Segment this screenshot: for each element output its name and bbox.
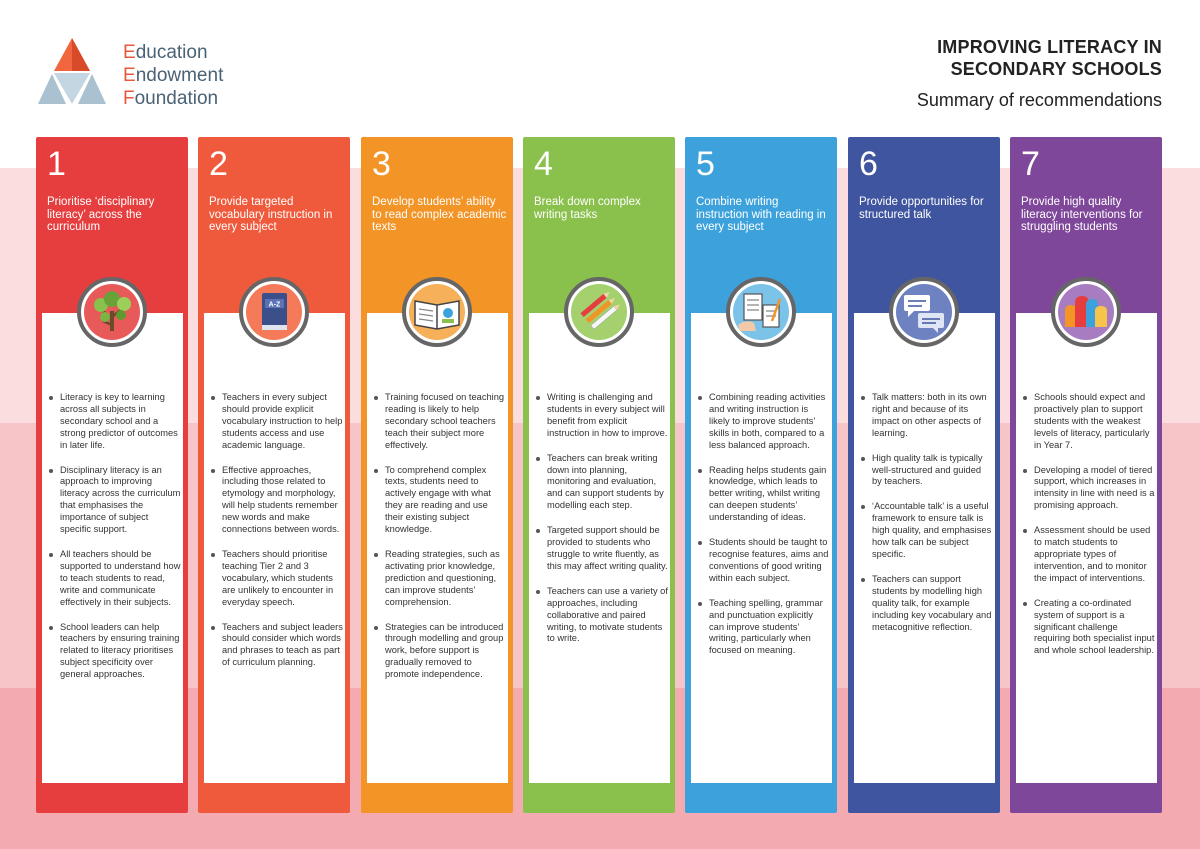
recommendation-card-1 [36,137,188,813]
list-item: High quality talk is typically well-structured and guided by teachers. [858,453,993,489]
speech-bubbles-icon [893,281,955,343]
card-points [46,392,181,694]
card-heading: Provide opportunities for structured talk [859,196,984,221]
list-item: Literacy is key to learning across all subjects in secondary school and a strong predictor of outcomes in later life. [46,392,181,452]
card-icon-badge [726,277,796,347]
list-item: Teachers in every subject should provide explicit vocabulary instruction to help students access and use academic language. [208,392,343,452]
list-item: Reading strategies, such as activating prior knowledge, prediction and questioning, can improve students’ comprehension. [371,549,506,609]
card-heading: Break down complex writing tasks [534,196,641,221]
open-book-icon [406,281,468,343]
list-item: Students should be taught to recognise features, aims and conventions of good writing within each subject. [695,537,830,585]
list-item: Teaching spelling, grammar and punctuation explicitly can improve students’ writing, particularly when focused on meaning. [695,598,830,658]
card-points [858,392,993,646]
eef-logo [38,36,238,116]
card-heading: Develop students’ ability to read complex academic texts [372,196,507,233]
card-heading: Provide targeted vocabulary instruction in every subject [209,196,333,233]
page-title [937,36,1162,80]
list-item: Teachers can use a variety of approaches, including collaborative and paired writing, to motivate students to write. [533,586,668,646]
list-item: Writing is challenging and students in every subject will benefit from explicit instruction in how to improve. [533,392,668,440]
list-item: Reading helps students gain knowledge, which leads to better writing, whilst writing can deepen students’ understanding of ideas. [695,465,830,525]
recommendation-card-3 [361,137,513,813]
card-number: 3 [372,145,391,183]
list-item: All teachers should be supported to understand how to teach students to read, write and communicate effectively in their subjects. [46,549,181,609]
page-title-line: SECONDARY SCHOOLS [950,59,1162,79]
card-points [1020,392,1155,670]
recommendation-card-7 [1010,137,1162,813]
bar-levels-icon [1055,281,1117,343]
brand-name [123,41,223,110]
card-icon-badge [889,277,959,347]
card-number: 4 [534,145,553,183]
list-item: Talk matters: both in its own right and because of its impact on other aspects of learning. [858,392,993,440]
card-points [533,392,668,658]
pencils-icon [568,281,630,343]
card-icon-badge [239,277,309,347]
reading-writing-icon [730,281,792,343]
card-icon-badge [564,277,634,347]
page-title-line: IMPROVING LITERACY IN [937,37,1162,57]
page-subtitle: Summary of recommendations [916,90,1162,110]
recommendation-card-2 [198,137,350,813]
brand-initial: F [123,88,135,109]
card-points [695,392,830,670]
card-number: 5 [696,145,715,183]
card-number: 1 [47,145,66,183]
list-item: Targeted support should be provided to students who struggle to write fluently, as this may affect writing quality. [533,525,668,573]
list-item: Strategies can be introduced through modelling and group work, before support is gradually removed to promote independence. [371,622,506,682]
list-item: Creating a co-ordinated system of support is a significant challenge requiring both specialist input and whole school leadership. [1020,598,1155,658]
card-number: 7 [1021,145,1040,183]
list-item: Effective approaches, including those related to etymology and morphology, will help students remember new words and make connections between words. [208,465,343,536]
card-heading: Combine writing instruction with reading in every subject [696,196,826,233]
brand-initial: E [123,65,136,86]
list-item: Teachers can support students by modelling high quality talk, for example including key vocabulary and metacognitive reflection. [858,574,993,634]
list-item: School leaders can help teachers by ensuring training related to literacy prioritises subject specificity over general approaches. [46,622,181,682]
card-icon-badge [1051,277,1121,347]
list-item: Combining reading activities and writing instruction is likely to improve students’ skills in both, compared to a less balanced approach. [695,392,830,452]
list-item: Teachers can break writing down into planning, monitoring and evaluation, and can support students by modelling each step. [533,453,668,513]
brand-word: oundation [134,88,219,109]
card-heading: Provide high quality literacy interventions for struggling students [1021,196,1143,233]
card-points [371,392,506,694]
card-icon-badge [77,277,147,347]
list-item: Assessment should be used to match students to appropriate types of intervention, and to monitor the impact of interventions. [1020,525,1155,585]
list-item: Training focused on teaching reading is likely to help secondary school teachers teach their subject more effectively. [371,392,506,452]
list-item: Developing a model of tiered support, which increases in intensity in line with need is a promising approach. [1020,465,1155,513]
list-item: Schools should expect and proactively plan to support students with the weakest levels of literacy, particularly in Year 7. [1020,392,1155,452]
card-heading: Prioritise ‘disciplinary literacy’ across the curriculum [47,196,155,233]
brand-word: ndowment [135,65,224,86]
brand-word: ducation [135,42,208,63]
eef-triangle-logo-icon [38,36,110,108]
card-number: 6 [859,145,878,183]
card-number: 2 [209,145,228,183]
list-item: Teachers and subject leaders should consider which words and phrases to teach as part of curriculum planning. [208,622,343,670]
card-points [208,392,343,682]
dictionary-icon-label: A-Z [268,301,281,309]
recommendation-card-4 [523,137,675,813]
list-item: To comprehend complex texts, students need to actively engage with what they are reading and use their existing subject knowledge. [371,465,506,536]
card-icon-badge [402,277,472,347]
tree-icon [81,281,143,343]
dictionary-icon [243,281,305,343]
brand-initial: E [123,42,136,63]
list-item: ‘Accountable talk’ is a useful framework to ensure talk is high quality, and emphasises how talk can be subject specific. [858,501,993,561]
recommendation-card-6 [848,137,1000,813]
list-item: Disciplinary literacy is an approach to improving literacy across the curriculum that emphasises the importance of subject specific support. [46,465,181,536]
list-item: Teachers should prioritise teaching Tier 2 and 3 vocabulary, which students are unlikely to encounter in everyday speech. [208,549,343,609]
recommendation-card-5 [685,137,837,813]
